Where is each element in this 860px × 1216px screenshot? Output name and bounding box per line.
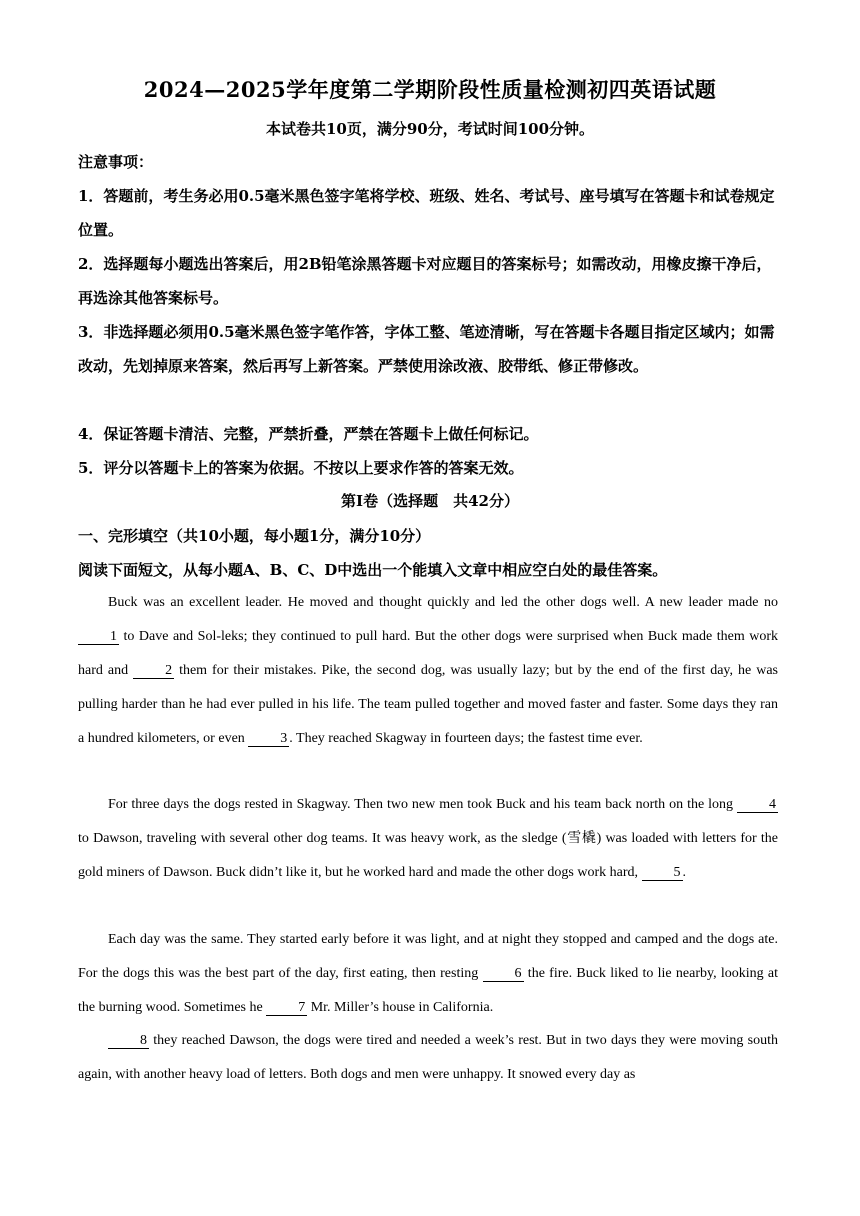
exam-subtitle: 本试卷共10页，满分90分，考试时间100分钟。 [265, 120, 595, 138]
notes-heading: 注意事项： [78, 153, 154, 171]
passage-paragraph-1 [78, 586, 778, 756]
blank-7: 7 [266, 1001, 307, 1016]
blank-1: 1 [78, 630, 119, 645]
note-item-1: 1．答题前，考生务必用0.5毫米黑色签字笔将学校、班级、姓名、考试号、座号填写在答题卡和试卷规定位置。 [78, 187, 775, 239]
note-item-3: 3．非选择题必须用0.5毫米黑色签字笔作答，字体工整、笔迹清晰，写在答题卡各题目指定区域内；如需改动，先划掉原来答案，然后再写上新答案。严禁使用涂改液、胶带纸、修正带修改。 [78, 323, 775, 375]
passage-paragraph-2 [78, 788, 778, 890]
passage-paragraph-3 [78, 923, 778, 1025]
volume-heading: 第Ⅰ卷（选择题 共42分） [341, 492, 519, 510]
passage-paragraph-4 [78, 1024, 778, 1092]
blank-4: 4 [737, 798, 778, 813]
blank-3: 3 [248, 732, 289, 747]
passage-text: Buck was an excellent leader. He moved and thought quickly and led the other dogs well. A new leader made no [108, 595, 778, 610]
passage-text: the fire. Buck liked to lie nearby, looking at the burning wood. Sometimes he [78, 966, 778, 1015]
blank-8: 8 [108, 1034, 149, 1049]
passage-text: to Dave and Sol-leks; they continued to pull hard. But the other dogs were surprised when Buck made them work hard and [78, 629, 778, 678]
blank-2: 2 [133, 664, 174, 679]
passage-text: Each day was the same. They started early before it was light, and at night they stopped and camped and the dogs ate. For the dogs this was the best part of the day, first eating, then resting [78, 932, 778, 981]
note-item-4: 4．保证答题卡清洁、完整，严禁折叠，严禁在答题卡上做任何标记。 [78, 425, 539, 443]
part-instruction: 阅读下面短文，从每小题A、B、C、D中选出一个能填入文章中相应空白处的最佳答案。 [78, 561, 668, 579]
passage-text: them for their mistakes. Pike, the second dog, was usually lazy; but by the end of the first day, he was pulling harder than he had ever pulled in his life. The team pulled together and moved faster and faster. Some days they ran a hundred kilometers, or even [78, 663, 778, 746]
passage-text: . [682, 865, 687, 880]
passage-text: For three days the dogs rested in Skagway. Then two new men took Buck and his team back north on the long [108, 797, 737, 812]
exam-title: 2024—2025学年度第二学期阶段性质量检测初四英语试题 [143, 77, 717, 102]
passage-text: . They reached Skagway in fourteen days; the fastest time ever. [289, 731, 643, 746]
passage-text: to Dawson, traveling with several other dog teams. It was heavy work, as the sledge (雪橇) was loaded with letters for the gold miners of Dawson. Buck didn’t like it, but he worked hard and made the other dogs work hard, [78, 831, 778, 880]
note-item-2: 2．选择题每小题选出答案后，用2B铅笔涂黑答题卡对应题目的答案标号；如需改动，用橡皮擦干净后，再选涂其他答案标号。 [78, 255, 772, 307]
passage-text: they reached Dawson, the dogs were tired and needed a week’s rest. But in two days they were moving south again, with another heavy load of letters. Both dogs and men were unhappy. It snowed every day as [78, 1033, 778, 1082]
blank-5: 5 [642, 866, 683, 881]
note-item-5: 5．评分以答题卡上的答案为依据。不按以上要求作答的答案无效。 [78, 459, 524, 477]
blank-6: 6 [483, 967, 524, 982]
part-heading: 一、完形填空（共10小题，每小题1分，满分10分） [78, 527, 431, 545]
passage-text: Mr. Miller’s house in California. [307, 1000, 494, 1015]
